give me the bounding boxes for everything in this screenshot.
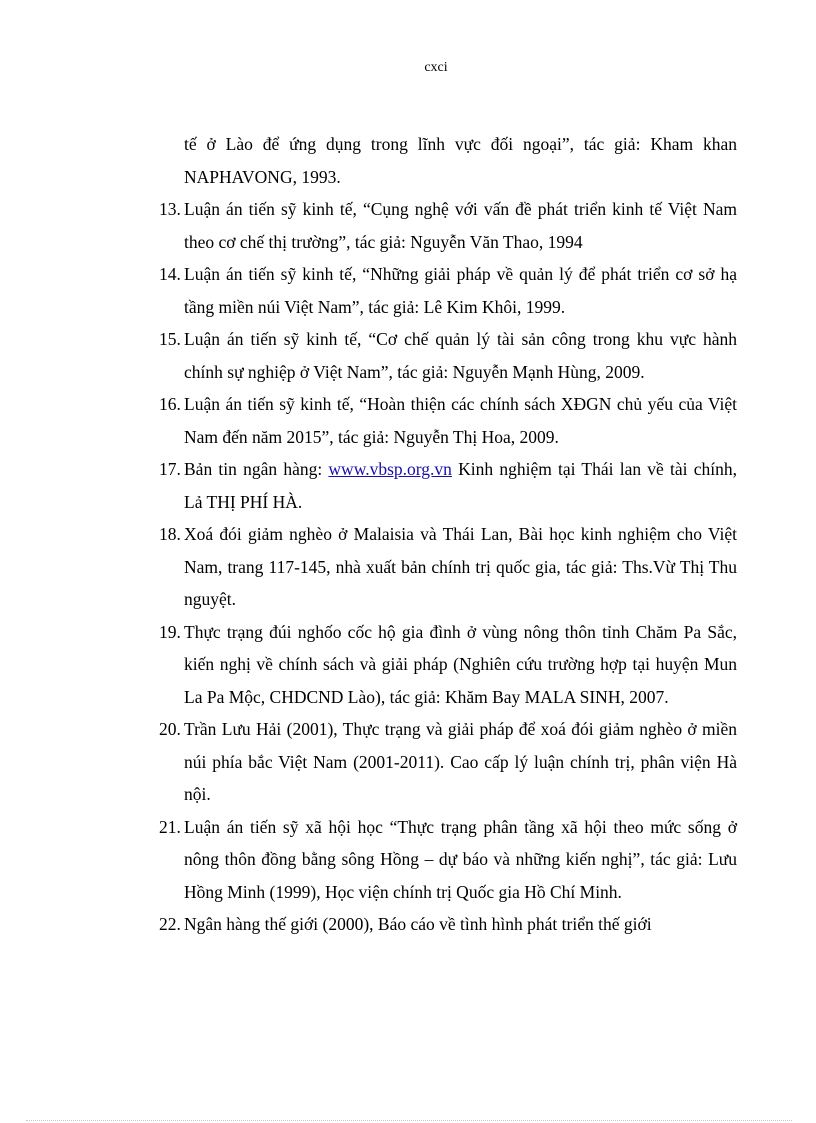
reference-item-22	[159, 908, 737, 941]
reference-text: Luận án tiến sỹ kinh tế, “Cơ chế quản lý tài sản công trong khu vực hành chính sự nghiệp ở Việt Nam”, tác giả: Nguyễn Mạnh Hùng, 2009.	[184, 329, 737, 382]
reference-item-17	[159, 453, 737, 518]
reference-text-suffix: Kinh nghiệm tại Thái lan về tài chính, Lả THỊ PHÍ HÀ.	[184, 459, 737, 512]
page-number-header: cxci	[424, 60, 448, 75]
reference-text: Trần Lưu Hải (2001), Thực trạng và giải pháp để xoá đói giảm nghèo ở miền núi phía bắc Việt Nam (2001-2011). Cao cấp lý luận chính trị, phân viện Hà nội.	[184, 719, 737, 804]
reference-number: 17.	[159, 459, 181, 479]
reference-text: Xoá đói giảm nghèo ở Malaisia và Thái Lan, Bài học kinh nghiệm cho Việt Nam, trang 117-145, nhà xuất bản chính trị quốc gia, tác giả: Ths.Vừ Thị Thu nguyệt.	[184, 524, 737, 609]
reference-number: 18.	[159, 524, 181, 544]
page-bottom-divider	[26, 1120, 792, 1121]
reference-number: 19.	[159, 621, 181, 642]
reference-item-21	[159, 811, 737, 909]
reference-number: 14.	[159, 264, 181, 284]
reference-text	[184, 453, 737, 518]
reference-text-prefix: Bản tin ngân hàng:	[184, 459, 329, 479]
reference-number: 13.	[159, 199, 181, 219]
reference-number: 22.	[159, 914, 181, 934]
reference-item-15	[159, 323, 737, 388]
reference-item-20	[159, 713, 737, 811]
reference-continuation: tế ở Lào để ứng dụng trong lĩnh vực đối ngoại”, tác giả: Kham khan NAPHAVONG, 1993.	[184, 134, 737, 187]
reference-item-14	[159, 258, 737, 323]
reference-text: Luận án tiến sỹ xã hội học “Thực trạng phân tầng xã hội theo mức sống ở nông thôn đồng bằng sông Hồng – dự báo và những kiến nghị”, tác giả: Lưu Hồng Minh (1999), Học viện chính trị Quốc gia Hồ Chí Minh.	[184, 816, 737, 902]
reference-item-16	[159, 388, 737, 453]
reference-text: Thực trạng đúi nghốo cốc hộ gia đình ở vùng nông thôn tỉnh Chăm Pa Sắc, kiến nghị về chính sách và giải pháp (Nghiên cứu trường hợp tại huyện Mun La Pa Mộc, CHDCND Lào), tác giả: Khăm Bay MALA SINH, 2007.	[184, 621, 737, 707]
reference-text: Luận án tiến sỹ kinh tế, “Những giải pháp về quản lý để phát triển cơ sở hạ tầng miền núi Việt Nam”, tác giả: Lê Kim Khôi, 1999.	[184, 264, 737, 317]
reference-text: Luận án tiến sỹ kinh tế, “Cụng nghệ với vấn đề phát triển kinh tế Việt Nam theo cơ chế thị trường”, tác giả: Nguyễn Văn Thao, 1994	[184, 199, 737, 252]
reference-item-19	[159, 616, 737, 714]
reference-text: Luận án tiến sỹ kinh tế, “Hoàn thiện các chính sách XĐGN chủ yếu của Việt Nam đến năm 2015”, tác giả: Nguyễn Thị Hoa, 2009.	[184, 394, 737, 447]
reference-number: 16.	[159, 394, 181, 414]
reference-text: Ngân hàng thế giới (2000), Báo cáo về tình hình phát triển thế giới	[184, 914, 652, 934]
reference-number: 20.	[159, 719, 181, 739]
reference-number: 15.	[159, 329, 181, 349]
vbsp-website-link[interactable]: www.vbsp.org.vn	[328, 459, 452, 479]
reference-number: 21.	[159, 816, 181, 837]
reference-list	[159, 128, 737, 941]
reference-item-13	[159, 193, 737, 258]
reference-item-18	[159, 518, 737, 616]
